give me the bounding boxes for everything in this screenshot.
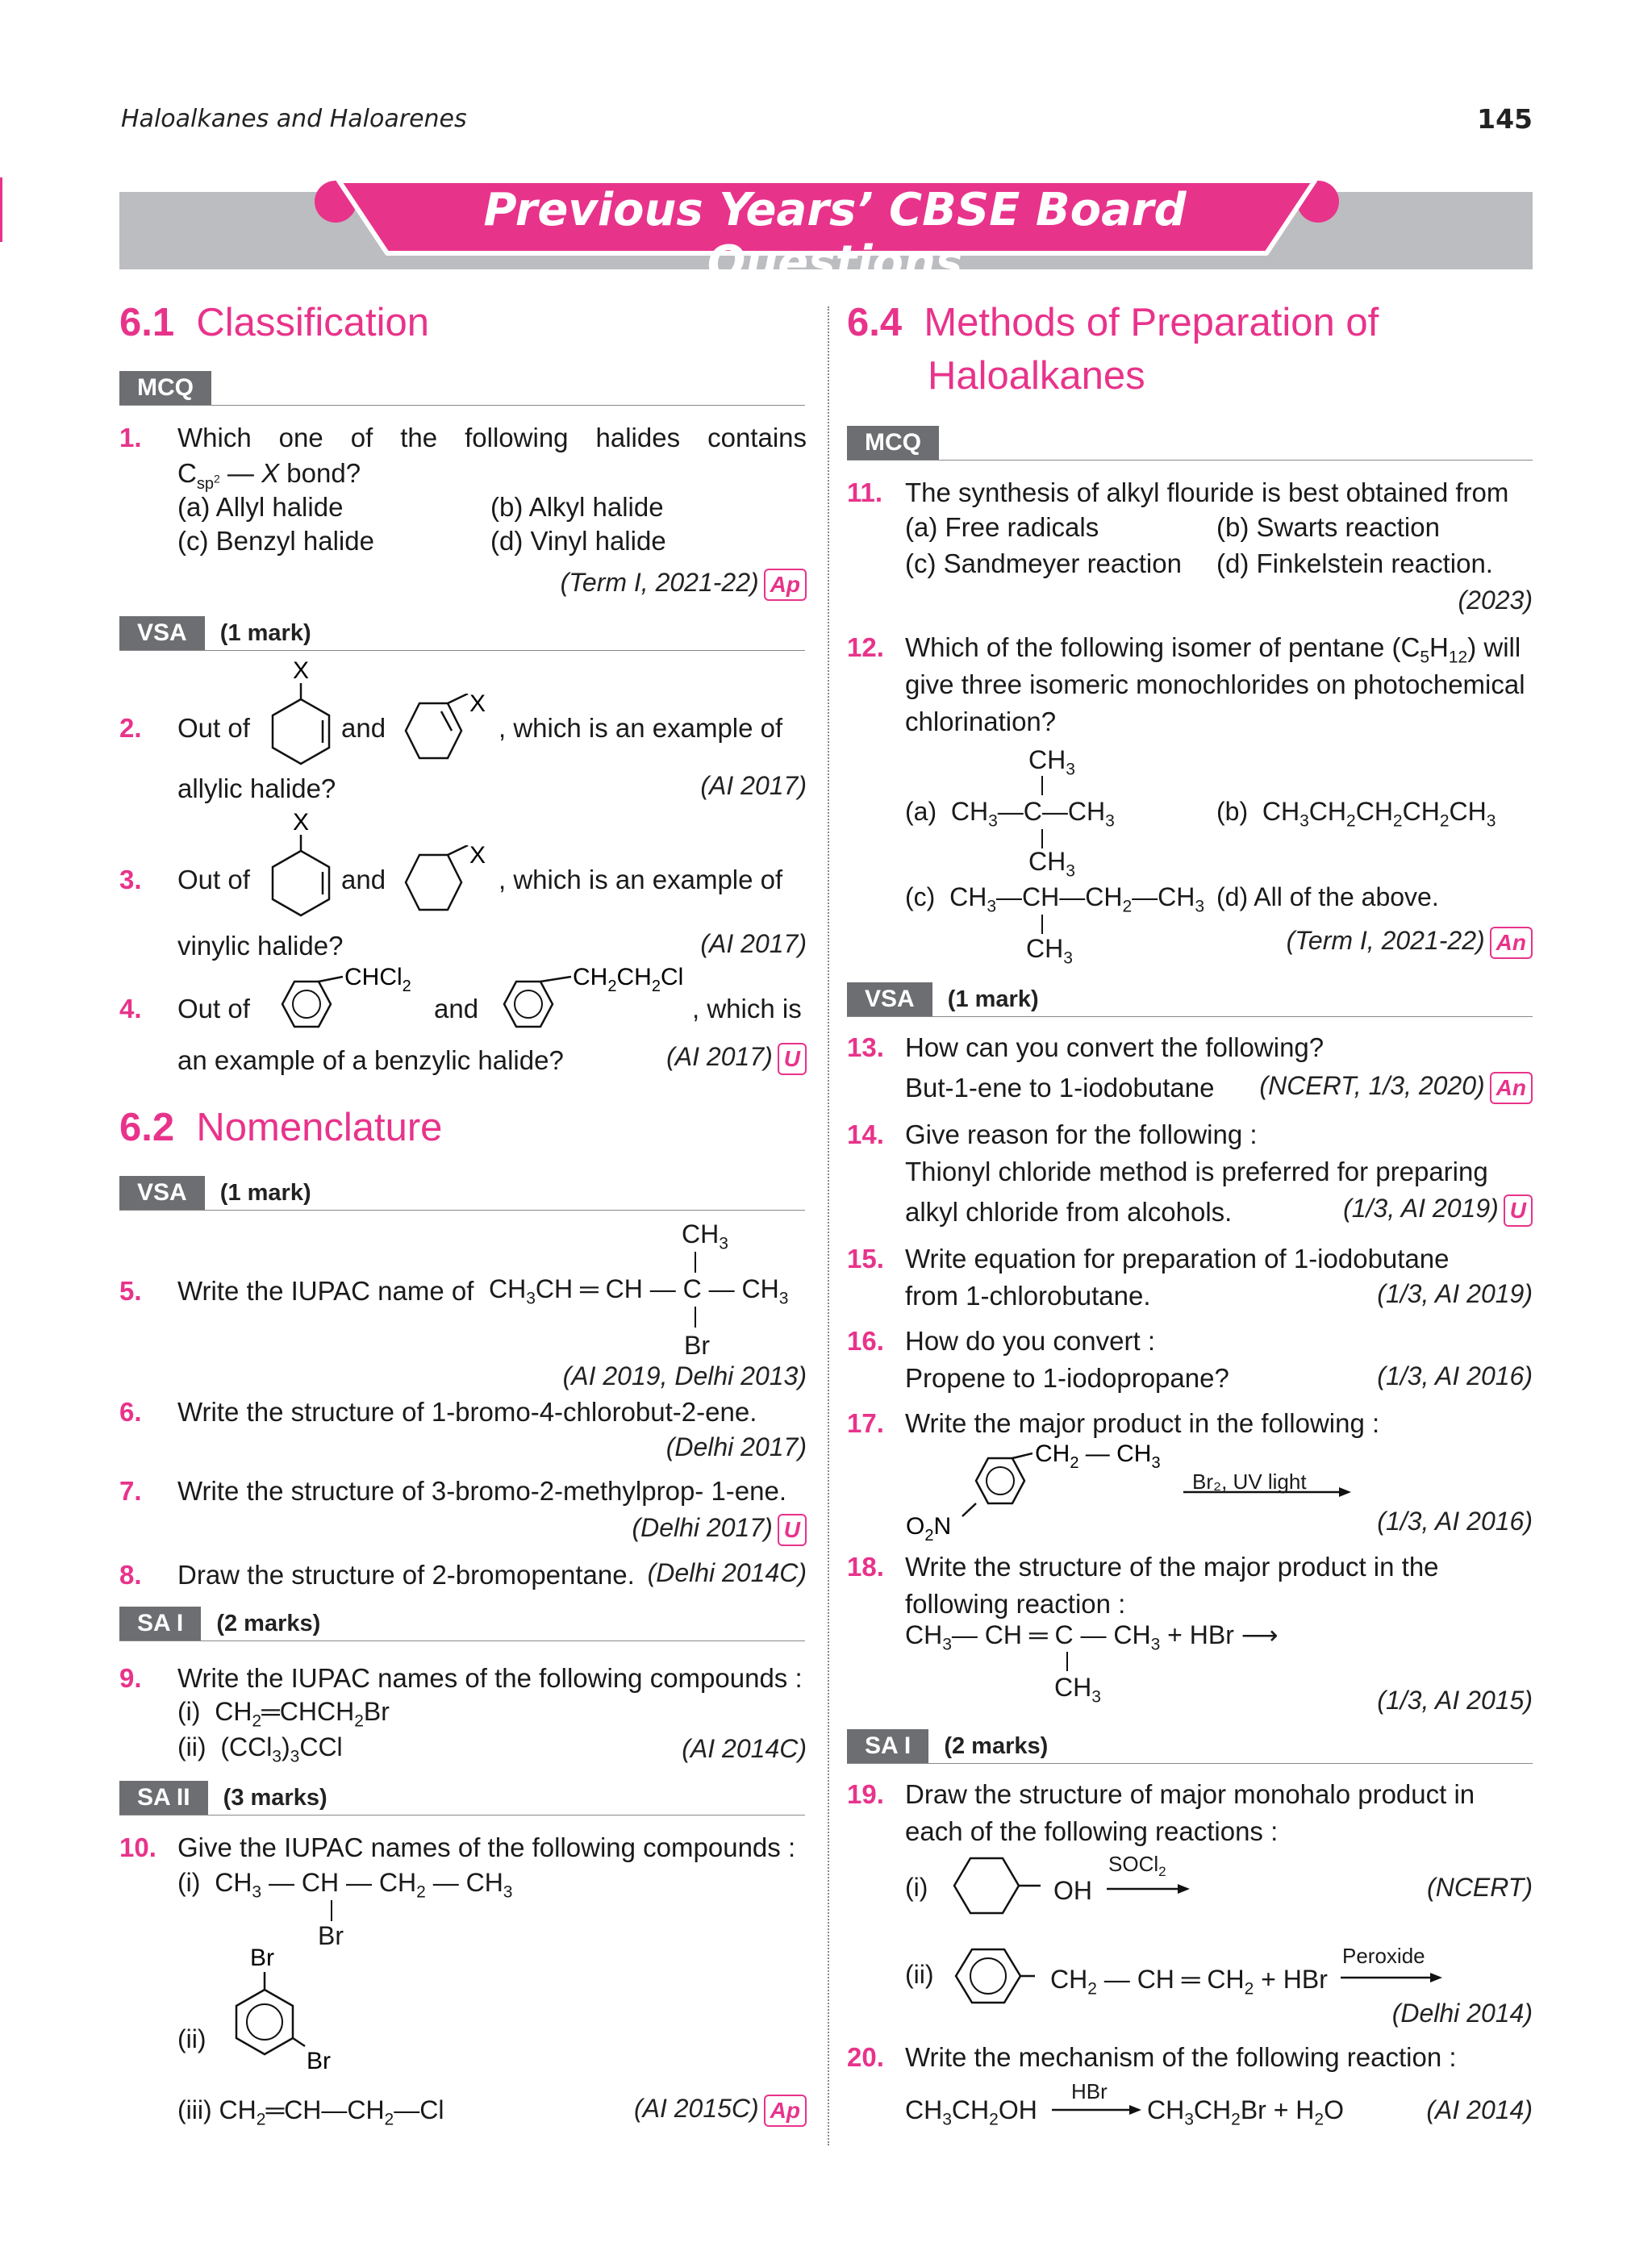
question-4-line2: an example of a benzylic halide? — [177, 1045, 564, 1075]
source-ref: (Delhi 2017) U — [632, 1513, 807, 1546]
question-15: 15. Write equation for preparation of 1-iodobutane — [847, 1244, 1450, 1274]
question-5: 5. Write the IUPAC name of — [119, 1276, 474, 1306]
question-text: bond? — [286, 458, 361, 488]
question-13-line2: But-1-ene to 1-iodobutane — [905, 1073, 1215, 1103]
source-ref: (AI 2015C) Ap — [634, 2094, 807, 2127]
page-edge-mark — [0, 177, 2, 242]
q12-option-b[interactable]: (b) $CH_3CH_2CH_2CH_2CH_3$ — [1216, 797, 1496, 831]
option-a[interactable]: (a) Free radicals — [905, 512, 1099, 542]
q5-bromo: Br — [684, 1331, 710, 1360]
mcq-tag: MCQ — [847, 426, 939, 460]
source-ref: (Delhi 2014C) — [647, 1558, 807, 1587]
q9-ii: (ii) $(CCl_3)_3CCl$ — [177, 1732, 343, 1766]
cyclohexanol-structure — [948, 1847, 1045, 1928]
source-ref: (AI 2017) — [700, 771, 807, 800]
question-3: 3. Out of and , which is an example of — [119, 865, 783, 894]
q20-reactant: $CH_3CH_2OH$ — [905, 2095, 1037, 2129]
difficulty-badge: Ap — [764, 569, 807, 601]
bond-line — [1041, 776, 1043, 795]
banner-title: Previous Years’ CBSE Board Questions — [483, 184, 1187, 289]
difficulty-badge: Ap — [764, 2095, 807, 2127]
q5-formula: $CH_3CH$ ═ CH — C — $CH_3$ — [489, 1274, 789, 1308]
sa1-tag-row — [119, 1607, 805, 1641]
bond-line — [695, 1307, 696, 1328]
q10-i: (i) $CH_3$ — CH — $CH_2$ — $CH_3$ — [177, 1868, 513, 1902]
q18-methyl: $CH_3$ — [1054, 1673, 1101, 1707]
question-3-line2: vinylic halide? — [177, 931, 344, 961]
bond-line — [331, 1900, 332, 1921]
mcq-tag-row — [119, 371, 805, 406]
q10-iii: (iii) $CH_2═CH—CH_2—Cl$ — [177, 2095, 444, 2129]
question-6: 6. Write the structure of 1-bromo-4-chlorobut-2-ene. — [119, 1397, 757, 1427]
q9-i: (i) $CH_2═CHCH_2Br$ — [177, 1697, 390, 1731]
q20-product: $CH_3CH_2Br + H_2O$ — [1147, 2095, 1344, 2129]
option-d[interactable]: (d) Vinyl halide — [490, 526, 666, 556]
q17-reagent: Br₂, UV light — [1192, 1470, 1307, 1494]
phenylethyl-chloride-structure — [484, 964, 702, 1044]
bond-line — [1066, 1652, 1068, 1671]
question-14: 14. Give reason for the following : — [847, 1119, 1258, 1149]
q12-option-a[interactable]: (a) $CH_3—C—CH_3$ — [905, 797, 1115, 831]
cyclohexene-allylic-structure — [266, 657, 355, 770]
difficulty-badge: U — [1504, 1194, 1533, 1227]
question-2-line2: allylic halide? — [177, 773, 336, 803]
difficulty-badge: U — [778, 1043, 807, 1075]
source-ref: (2023) — [1458, 586, 1533, 615]
svg-text:CH2 — CH3: $CH_2$ — $CH_3$ — [1035, 1444, 1161, 1472]
source-ref: (1/3, AI 2015) — [1377, 1686, 1533, 1715]
source-ref: (AI 2017) — [700, 929, 807, 958]
vsa-tag: VSA — [847, 982, 932, 1016]
option-c[interactable]: (c) Benzyl halide — [177, 526, 374, 556]
bond-line — [1041, 829, 1043, 848]
section-6-4-title-line2: Haloalkanes — [928, 354, 1145, 398]
q20-reagent: HBr — [1071, 2079, 1108, 2103]
option-b[interactable]: (b) Swarts reaction — [1216, 512, 1440, 542]
mcq-tag-row — [847, 426, 1533, 461]
question-12: 12. Which of the following isomer of pentane $(C_5H_{12})$ will — [847, 632, 1521, 667]
sa2-tag-row — [119, 1781, 805, 1816]
marks-note: (2 marks) — [944, 1733, 1049, 1759]
vsa-tag: VSA — [119, 616, 205, 650]
cyclohexene-structure — [266, 809, 355, 922]
question-9: 9. Write the IUPAC names of the following compounds : — [119, 1663, 803, 1693]
marks-note: (1 mark) — [947, 986, 1039, 1012]
section-6-1-title — [119, 300, 429, 345]
q10-bromo: Br — [318, 1921, 344, 1950]
question-14-line2: Thionyl chloride method is preferred for preparing — [905, 1157, 1488, 1186]
source-ref: (AI 2019, Delhi 2013) — [562, 1361, 807, 1390]
source-ref: (Delhi 2014) — [1391, 1999, 1533, 2028]
difficulty-badge: An — [1490, 1072, 1533, 1104]
question-2: 2. Out of and , which is an example of — [119, 713, 783, 743]
section-6-4-title: 6.4 Methods of Preparation of — [847, 301, 1379, 344]
source-ref: (AI 2014) — [1426, 2095, 1533, 2124]
q19-reagent2: Peroxide — [1342, 1944, 1425, 1968]
page-number: 145 — [1477, 103, 1533, 135]
question-18: 18. Write the structure of the major product in the — [847, 1552, 1439, 1582]
q19-ii-label: (ii) — [905, 1960, 934, 1989]
question-20: 20. Write the mechanism of the following reaction : — [847, 2042, 1457, 2072]
svg-text:O2N: $O_2N$ — [906, 1513, 952, 1540]
source-ref: (Delhi 2017) — [665, 1432, 807, 1461]
q12a-methyl-bottom: $CH_3$ — [1028, 847, 1075, 881]
option-d[interactable]: (d) Finkelstein reaction. — [1216, 548, 1493, 578]
reaction-arrow — [1339, 1970, 1448, 1986]
marks-note: (1 mark) — [219, 1180, 311, 1206]
question-16-line2: Propene to 1-iodopropane? — [905, 1363, 1229, 1393]
vsa-tag-row — [119, 616, 805, 651]
section-name: Classification — [196, 301, 430, 344]
q18-reaction: $CH_3—$ CH ═ C — $CH_3$ + HBr ⟶ — [905, 1620, 1279, 1654]
section-number: 6.1 — [119, 301, 175, 344]
source-ref: (Term I, 2021-22) Ap — [561, 568, 807, 601]
q12c-methyl: $CH_3$ — [1026, 934, 1073, 968]
source-ref: (AI 2014C) — [682, 1734, 807, 1763]
question-11: 11. The synthesis of alkyl flouride is best obtained from — [847, 477, 1509, 507]
question-7: 7. Write the structure of 3-bromo-2-methylprop- 1-ene. — [119, 1476, 787, 1506]
svg-text:X: X — [293, 809, 310, 836]
question-15-line2: from 1-chlorobutane. — [905, 1281, 1151, 1311]
vsa-tag-row — [847, 982, 1533, 1017]
svg-text:X: X — [293, 657, 310, 684]
benzylidene-chloride-structure — [262, 964, 423, 1044]
marks-note: (3 marks) — [223, 1785, 327, 1811]
source-ref: (1/3, AI 2016) — [1377, 1361, 1533, 1390]
option-c[interactable]: (c) Sandmeyer reaction — [905, 548, 1182, 578]
sa2-tag: SA II — [119, 1781, 208, 1815]
question-text: Which one of the following halides contains — [177, 423, 807, 452]
q19-oh: OH — [1053, 1876, 1092, 1905]
vsa-tag-row — [119, 1176, 805, 1211]
source-ref: (NCERT) — [1427, 1873, 1533, 1902]
running-header: Haloalkanes and Haloarenes — [121, 105, 467, 133]
source-ref: (AI 2017) U — [666, 1042, 807, 1075]
question-19-line2: each of the following reactions : — [905, 1816, 1279, 1846]
cyclohexene-structure — [387, 845, 500, 926]
question-1 — [119, 419, 807, 456]
q12-option-d[interactable]: (d) All of the above. — [1216, 882, 1439, 911]
source-ref: (1/3, AI 2016) — [1377, 1507, 1533, 1536]
sa1-tag: SA I — [847, 1729, 928, 1763]
question-17: 17. Write the major product in the following : — [847, 1408, 1380, 1438]
q10-ii-label: (ii) — [177, 2024, 206, 2053]
svg-text:CHCl2: CHCl$_2$ — [344, 964, 411, 995]
svg-text:CH2CH2Cl: $CH_2CH_2Cl$ — [573, 964, 684, 995]
question-8: 8. Draw the structure of 2-bromopentane. — [119, 1560, 635, 1590]
difficulty-badge: An — [1490, 927, 1533, 959]
q19-ii-reaction: $CH_2$ — CH ═ $CH_2$ + HBr — [1050, 1965, 1328, 1999]
q12a-methyl-top: $CH_3$ — [1028, 745, 1075, 779]
bond-line — [1041, 915, 1043, 934]
sa1-tag: SA I — [119, 1607, 201, 1640]
reaction-arrow — [1050, 2102, 1145, 2118]
q19-i-label: (i) — [905, 1873, 928, 1902]
svg-text:Br: Br — [307, 2048, 331, 2074]
vsa-tag: VSA — [119, 1176, 205, 1210]
question-19: 19. Draw the structure of major monohalo product in — [847, 1779, 1475, 1809]
source-ref: (1/3, AI 2019) — [1377, 1279, 1533, 1308]
benzene-ring — [948, 1940, 1037, 2012]
q12-option-c[interactable]: (c) $CH_3—CH—CH_2—CH_3$ — [905, 882, 1205, 916]
marks-note: (2 marks) — [216, 1611, 321, 1636]
question-number: 1. — [119, 423, 142, 452]
cyclohexene-vinylic-structure — [387, 694, 500, 774]
difficulty-badge: U — [778, 1514, 807, 1546]
question-18-line2: following reaction : — [905, 1589, 1126, 1619]
question-12-line3: chlorination? — [905, 707, 1057, 736]
bond-line — [695, 1252, 696, 1273]
source-ref: (Term I, 2021-22) An — [1287, 926, 1533, 959]
svg-text:X: X — [469, 845, 486, 869]
source-ref: (1/3, AI 2019) U — [1343, 1194, 1533, 1227]
svg-text:X: X — [469, 694, 486, 717]
option-b[interactable]: (b) Alkyl halide — [490, 492, 664, 522]
marks-note: (1 mark) — [219, 620, 311, 646]
question-14-line3: alkyl chloride from alcohols. — [905, 1197, 1233, 1227]
column-divider — [828, 306, 829, 2145]
svg-text:Br: Br — [250, 1945, 274, 1971]
question-13: 13. How can you convert the following? — [847, 1032, 1325, 1062]
question-16: 16. How do you convert : — [847, 1326, 1155, 1356]
mcq-tag: MCQ — [119, 371, 211, 405]
sa1-tag-row — [847, 1729, 1533, 1764]
question-10: 10. Give the IUPAC names of the following compounds : — [119, 1832, 796, 1862]
source-ref: (NCERT, 1/3, 2020) An — [1259, 1071, 1533, 1104]
option-a[interactable]: (a) Allyl halide — [177, 492, 344, 522]
section-6-2-title: 6.2 Nomenclature — [119, 1106, 443, 1149]
question-4: 4. Out of and , which is — [119, 994, 802, 1023]
q19-reagent1: SOCl$_2$ — [1108, 1852, 1166, 1880]
question-12-line2: give three isomeric monochlorides on photochemical — [905, 669, 1525, 699]
question-1-line2: $C_{sp^2}$ — X bond? — [177, 458, 361, 493]
dibromobenzene-structure — [226, 1940, 355, 2077]
q5-methyl: $CH_3$ — [682, 1219, 728, 1253]
reaction-arrow — [1105, 1881, 1194, 1897]
